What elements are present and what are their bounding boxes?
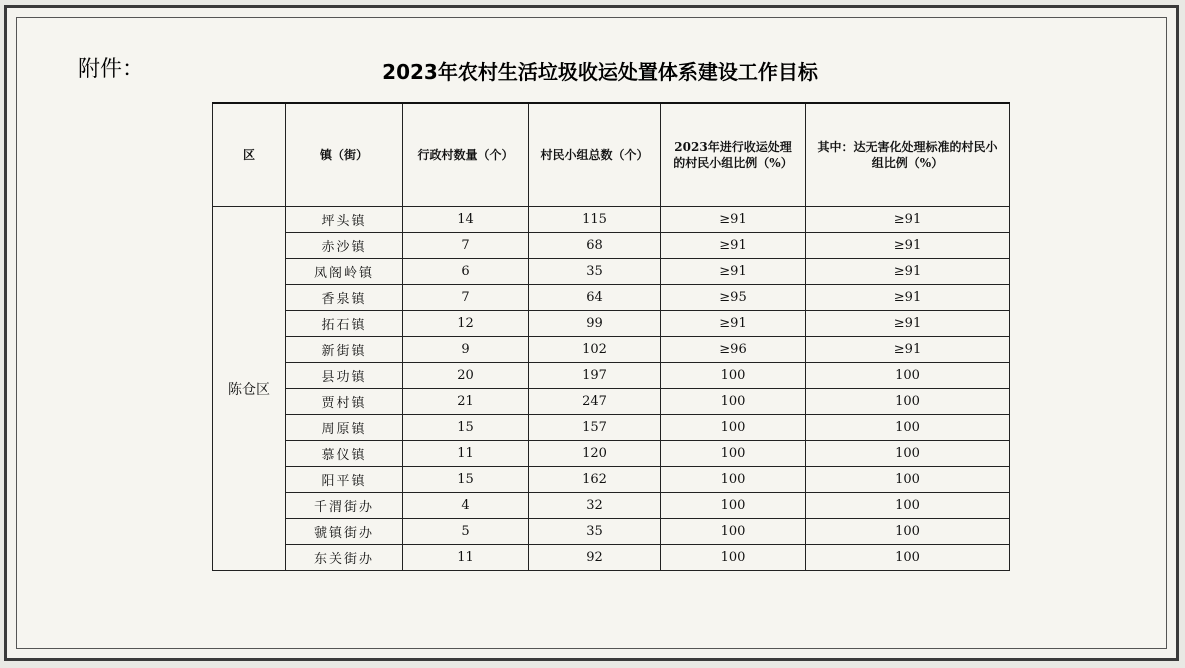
- table-body: [213, 207, 1010, 571]
- town-cell: 虢镇街办: [286, 519, 403, 545]
- table-row: [213, 285, 1010, 311]
- groups-cell: 35: [529, 519, 661, 545]
- town-cell: 拓石镇: [286, 311, 403, 337]
- town-cell: 贾村镇: [286, 389, 403, 415]
- groups-cell: 64: [529, 285, 661, 311]
- table-row: [213, 363, 1010, 389]
- district-cell: 陈仓区: [213, 207, 286, 571]
- table-row: [213, 519, 1010, 545]
- villages-cell: 7: [403, 285, 529, 311]
- ratio-collect-cell: ≥91: [661, 311, 806, 337]
- groups-cell: 157: [529, 415, 661, 441]
- table-row: [213, 493, 1010, 519]
- ratio-harmless-cell: 100: [806, 415, 1010, 441]
- ratio-collect-cell: 100: [661, 441, 806, 467]
- villages-cell: 14: [403, 207, 529, 233]
- ratio-collect-cell: ≥91: [661, 233, 806, 259]
- ratio-collect-cell: 100: [661, 519, 806, 545]
- ratio-collect-cell: 100: [661, 545, 806, 571]
- town-cell: 香泉镇: [286, 285, 403, 311]
- table-header-row: [213, 103, 1010, 207]
- ratio-harmless-cell: ≥91: [806, 311, 1010, 337]
- ratio-collect-cell: ≥91: [661, 207, 806, 233]
- ratio-harmless-cell: ≥91: [806, 233, 1010, 259]
- ratio-harmless-cell: 100: [806, 441, 1010, 467]
- col-header-villages: 行政村数量（个）: [403, 103, 529, 207]
- document-title: 2023年农村生活垃圾收运处置体系建设工作目标: [382, 60, 818, 84]
- town-cell: 周原镇: [286, 415, 403, 441]
- groups-cell: 197: [529, 363, 661, 389]
- groups-cell: 247: [529, 389, 661, 415]
- table-row: [213, 415, 1010, 441]
- ratio-harmless-cell: 100: [806, 467, 1010, 493]
- groups-cell: 99: [529, 311, 661, 337]
- town-cell: 千渭街办: [286, 493, 403, 519]
- town-cell: 县功镇: [286, 363, 403, 389]
- table-row: [213, 207, 1010, 233]
- villages-cell: 21: [403, 389, 529, 415]
- ratio-collect-cell: ≥91: [661, 259, 806, 285]
- town-cell: 东关街办: [286, 545, 403, 571]
- col-header-town: 镇（街）: [286, 103, 403, 207]
- villages-cell: 11: [403, 545, 529, 571]
- ratio-collect-cell: 100: [661, 363, 806, 389]
- ratio-harmless-cell: ≥91: [806, 207, 1010, 233]
- groups-cell: 32: [529, 493, 661, 519]
- ratio-collect-cell: 100: [661, 493, 806, 519]
- groups-cell: 120: [529, 441, 661, 467]
- col-header-ratio-collect: 2023年进行收运处理的村民小组比例（%）: [661, 103, 806, 207]
- ratio-collect-cell: ≥96: [661, 337, 806, 363]
- villages-cell: 4: [403, 493, 529, 519]
- groups-cell: 162: [529, 467, 661, 493]
- table-row: [213, 389, 1010, 415]
- table-row: [213, 441, 1010, 467]
- villages-cell: 15: [403, 415, 529, 441]
- ratio-collect-cell: 100: [661, 467, 806, 493]
- col-header-district: 区: [213, 103, 286, 207]
- table-row: [213, 311, 1010, 337]
- villages-cell: 5: [403, 519, 529, 545]
- ratio-harmless-cell: 100: [806, 363, 1010, 389]
- col-header-groups: 村民小组总数（个）: [529, 103, 661, 207]
- table-row: [213, 545, 1010, 571]
- groups-cell: 115: [529, 207, 661, 233]
- table-row: [213, 337, 1010, 363]
- villages-cell: 7: [403, 233, 529, 259]
- targets-table: [212, 102, 1010, 571]
- table-row: [213, 233, 1010, 259]
- table-row: [213, 467, 1010, 493]
- town-cell: 赤沙镇: [286, 233, 403, 259]
- groups-cell: 92: [529, 545, 661, 571]
- groups-cell: 102: [529, 337, 661, 363]
- table-row: [213, 259, 1010, 285]
- villages-cell: 11: [403, 441, 529, 467]
- villages-cell: 15: [403, 467, 529, 493]
- ratio-harmless-cell: 100: [806, 519, 1010, 545]
- town-cell: 新街镇: [286, 337, 403, 363]
- villages-cell: 6: [403, 259, 529, 285]
- ratio-harmless-cell: 100: [806, 389, 1010, 415]
- town-cell: 凤阁岭镇: [286, 259, 403, 285]
- town-cell: 坪头镇: [286, 207, 403, 233]
- col-header-ratio-harmless: 其中：达无害化处理标准的村民小组比例（%）: [806, 103, 1010, 207]
- ratio-collect-cell: 100: [661, 415, 806, 441]
- town-cell: 慕仪镇: [286, 441, 403, 467]
- ratio-harmless-cell: ≥91: [806, 259, 1010, 285]
- ratio-harmless-cell: ≥91: [806, 337, 1010, 363]
- ratio-collect-cell: ≥95: [661, 285, 806, 311]
- villages-cell: 12: [403, 311, 529, 337]
- groups-cell: 35: [529, 259, 661, 285]
- ratio-harmless-cell: 100: [806, 545, 1010, 571]
- villages-cell: 9: [403, 337, 529, 363]
- groups-cell: 68: [529, 233, 661, 259]
- attachment-label: 附件：: [78, 57, 145, 82]
- town-cell: 阳平镇: [286, 467, 403, 493]
- ratio-harmless-cell: 100: [806, 493, 1010, 519]
- ratio-collect-cell: 100: [661, 389, 806, 415]
- villages-cell: 20: [403, 363, 529, 389]
- ratio-harmless-cell: ≥91: [806, 285, 1010, 311]
